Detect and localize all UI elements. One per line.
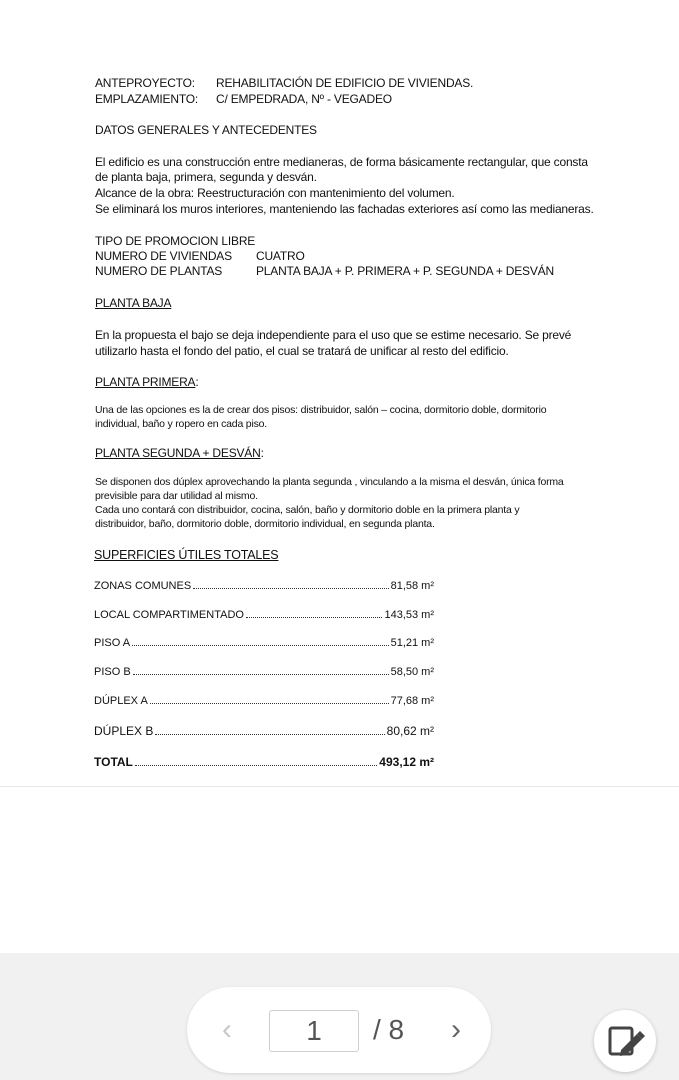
planta-primera-line: Una de las opciones es la de crear dos pisos: distribuidor, salón – cocina, dormitorio doble, dormitorio	[95, 404, 547, 416]
current-page-input[interactable]: 1	[269, 1010, 359, 1052]
leader-dots	[193, 587, 388, 589]
planta-segunda-title-text: PLANTA SEGUNDA + DESVÁN	[95, 446, 261, 460]
area-value: 58,50 m²	[390, 666, 434, 678]
area-value: 51,21 m²	[390, 637, 434, 649]
anteproyecto-value: REHABILITACIÓN DE EDIFICIO DE VIVIENDAS.	[216, 76, 474, 90]
section-title-superficies: SUPERFICIES ÚTILES TOTALES	[94, 548, 279, 562]
section-title-datos: DATOS GENERALES Y ANTECEDENTES	[95, 123, 317, 137]
chevron-left-icon[interactable]: ‹	[222, 1013, 232, 1046]
area-label: PISO B	[94, 666, 131, 678]
anteproyecto-label: ANTEPROYECTO:	[95, 76, 195, 90]
tipo-promocion: TIPO DE PROMOCION LIBRE	[95, 234, 256, 248]
plantas-value: PLANTA BAJA + P. PRIMERA + P. SEGUNDA + DESVÁN	[256, 264, 554, 278]
leader-dots	[155, 733, 384, 735]
leader-dots	[246, 616, 383, 618]
total-value: 493,12 m²	[379, 755, 434, 769]
area-row	[94, 665, 434, 680]
datos-line: Alcance de la obra: Reestructuración con mantenimiento del volumen.	[95, 186, 455, 200]
planta-segunda-title-colon: :	[260, 446, 264, 460]
total-label: TOTAL	[94, 755, 133, 769]
planta-segunda-line: distribuidor, baño, dormitorio doble, dormitorio individual, en segunda planta.	[95, 518, 435, 530]
area-row	[94, 636, 434, 651]
chevron-right-icon[interactable]: ›	[451, 1013, 461, 1046]
viviendas-value: CUATRO	[256, 249, 305, 263]
area-value: 81,58 m²	[390, 580, 434, 592]
datos-line: de planta baja, primera, segunda y desván.	[95, 170, 317, 184]
area-label: PISO A	[94, 637, 131, 649]
planta-segunda-line: Cada uno contará con distribuidor, cocina, salón, baño y dormitorio doble en la primera planta y	[95, 504, 520, 516]
viviendas-label: NUMERO DE VIVIENDAS	[95, 249, 232, 263]
emplazamiento-value: C/ EMPEDRADA, Nº - VEGADEO	[216, 92, 392, 106]
area-label: DÚPLEX A	[94, 695, 148, 707]
leader-dots	[135, 764, 377, 766]
leader-dots	[150, 702, 389, 704]
datos-line: Se eliminará los muros interiores, manteniendo las fachadas exteriores así como las medianeras.	[95, 202, 594, 216]
section-title-planta-segunda	[95, 446, 264, 461]
leader-dots	[133, 673, 389, 675]
planta-primera-title-colon: :	[195, 375, 199, 389]
leader-dots	[132, 644, 389, 646]
total-pages: / 8	[373, 1014, 405, 1045]
section-title-planta-primera	[95, 375, 198, 390]
area-row	[94, 694, 434, 709]
area-row	[94, 608, 434, 623]
area-label: LOCAL COMPARTIMENTADO	[94, 609, 244, 621]
area-label: ZONAS COMUNES	[94, 580, 192, 592]
planta-baja-line: utilizarlo hasta el fondo del patio, el cual se tratará de unificar al resto del edificio.	[95, 344, 509, 358]
area-label: DÚPLEX B	[94, 724, 154, 738]
area-value: 77,68 m²	[390, 695, 434, 707]
page-divider	[0, 786, 679, 787]
emplazamiento-label: EMPLAZAMIENTO:	[95, 92, 198, 106]
edit-pen-icon	[594, 1010, 656, 1072]
planta-primera-title-text: PLANTA PRIMERA	[95, 375, 196, 389]
planta-segunda-line: previsible para dar utilidad al mismo.	[95, 490, 258, 502]
planta-segunda-line: Se disponen dos dúplex aprovechando la planta segunda , vinculando a la misma el desván, única forma	[95, 476, 564, 488]
area-total-row	[94, 755, 434, 770]
area-row	[94, 724, 434, 739]
datos-line: El edificio es una construcción entre medianeras, de forma básicamente rectangular, que consta	[95, 155, 588, 169]
planta-baja-line: En la propuesta el bajo se deja independiente para el uso que se estime necesario. Se prevé	[95, 328, 572, 342]
plantas-label: NUMERO DE PLANTAS	[95, 264, 223, 278]
area-value: 143,53 m²	[384, 609, 434, 621]
area-value: 80,62 m²	[386, 724, 434, 738]
edit-button[interactable]	[594, 1010, 656, 1072]
area-row	[94, 579, 434, 594]
section-title-planta-baja: PLANTA BAJA	[95, 296, 172, 310]
planta-primera-line: individual, baño y ropero en cada piso.	[95, 418, 267, 430]
